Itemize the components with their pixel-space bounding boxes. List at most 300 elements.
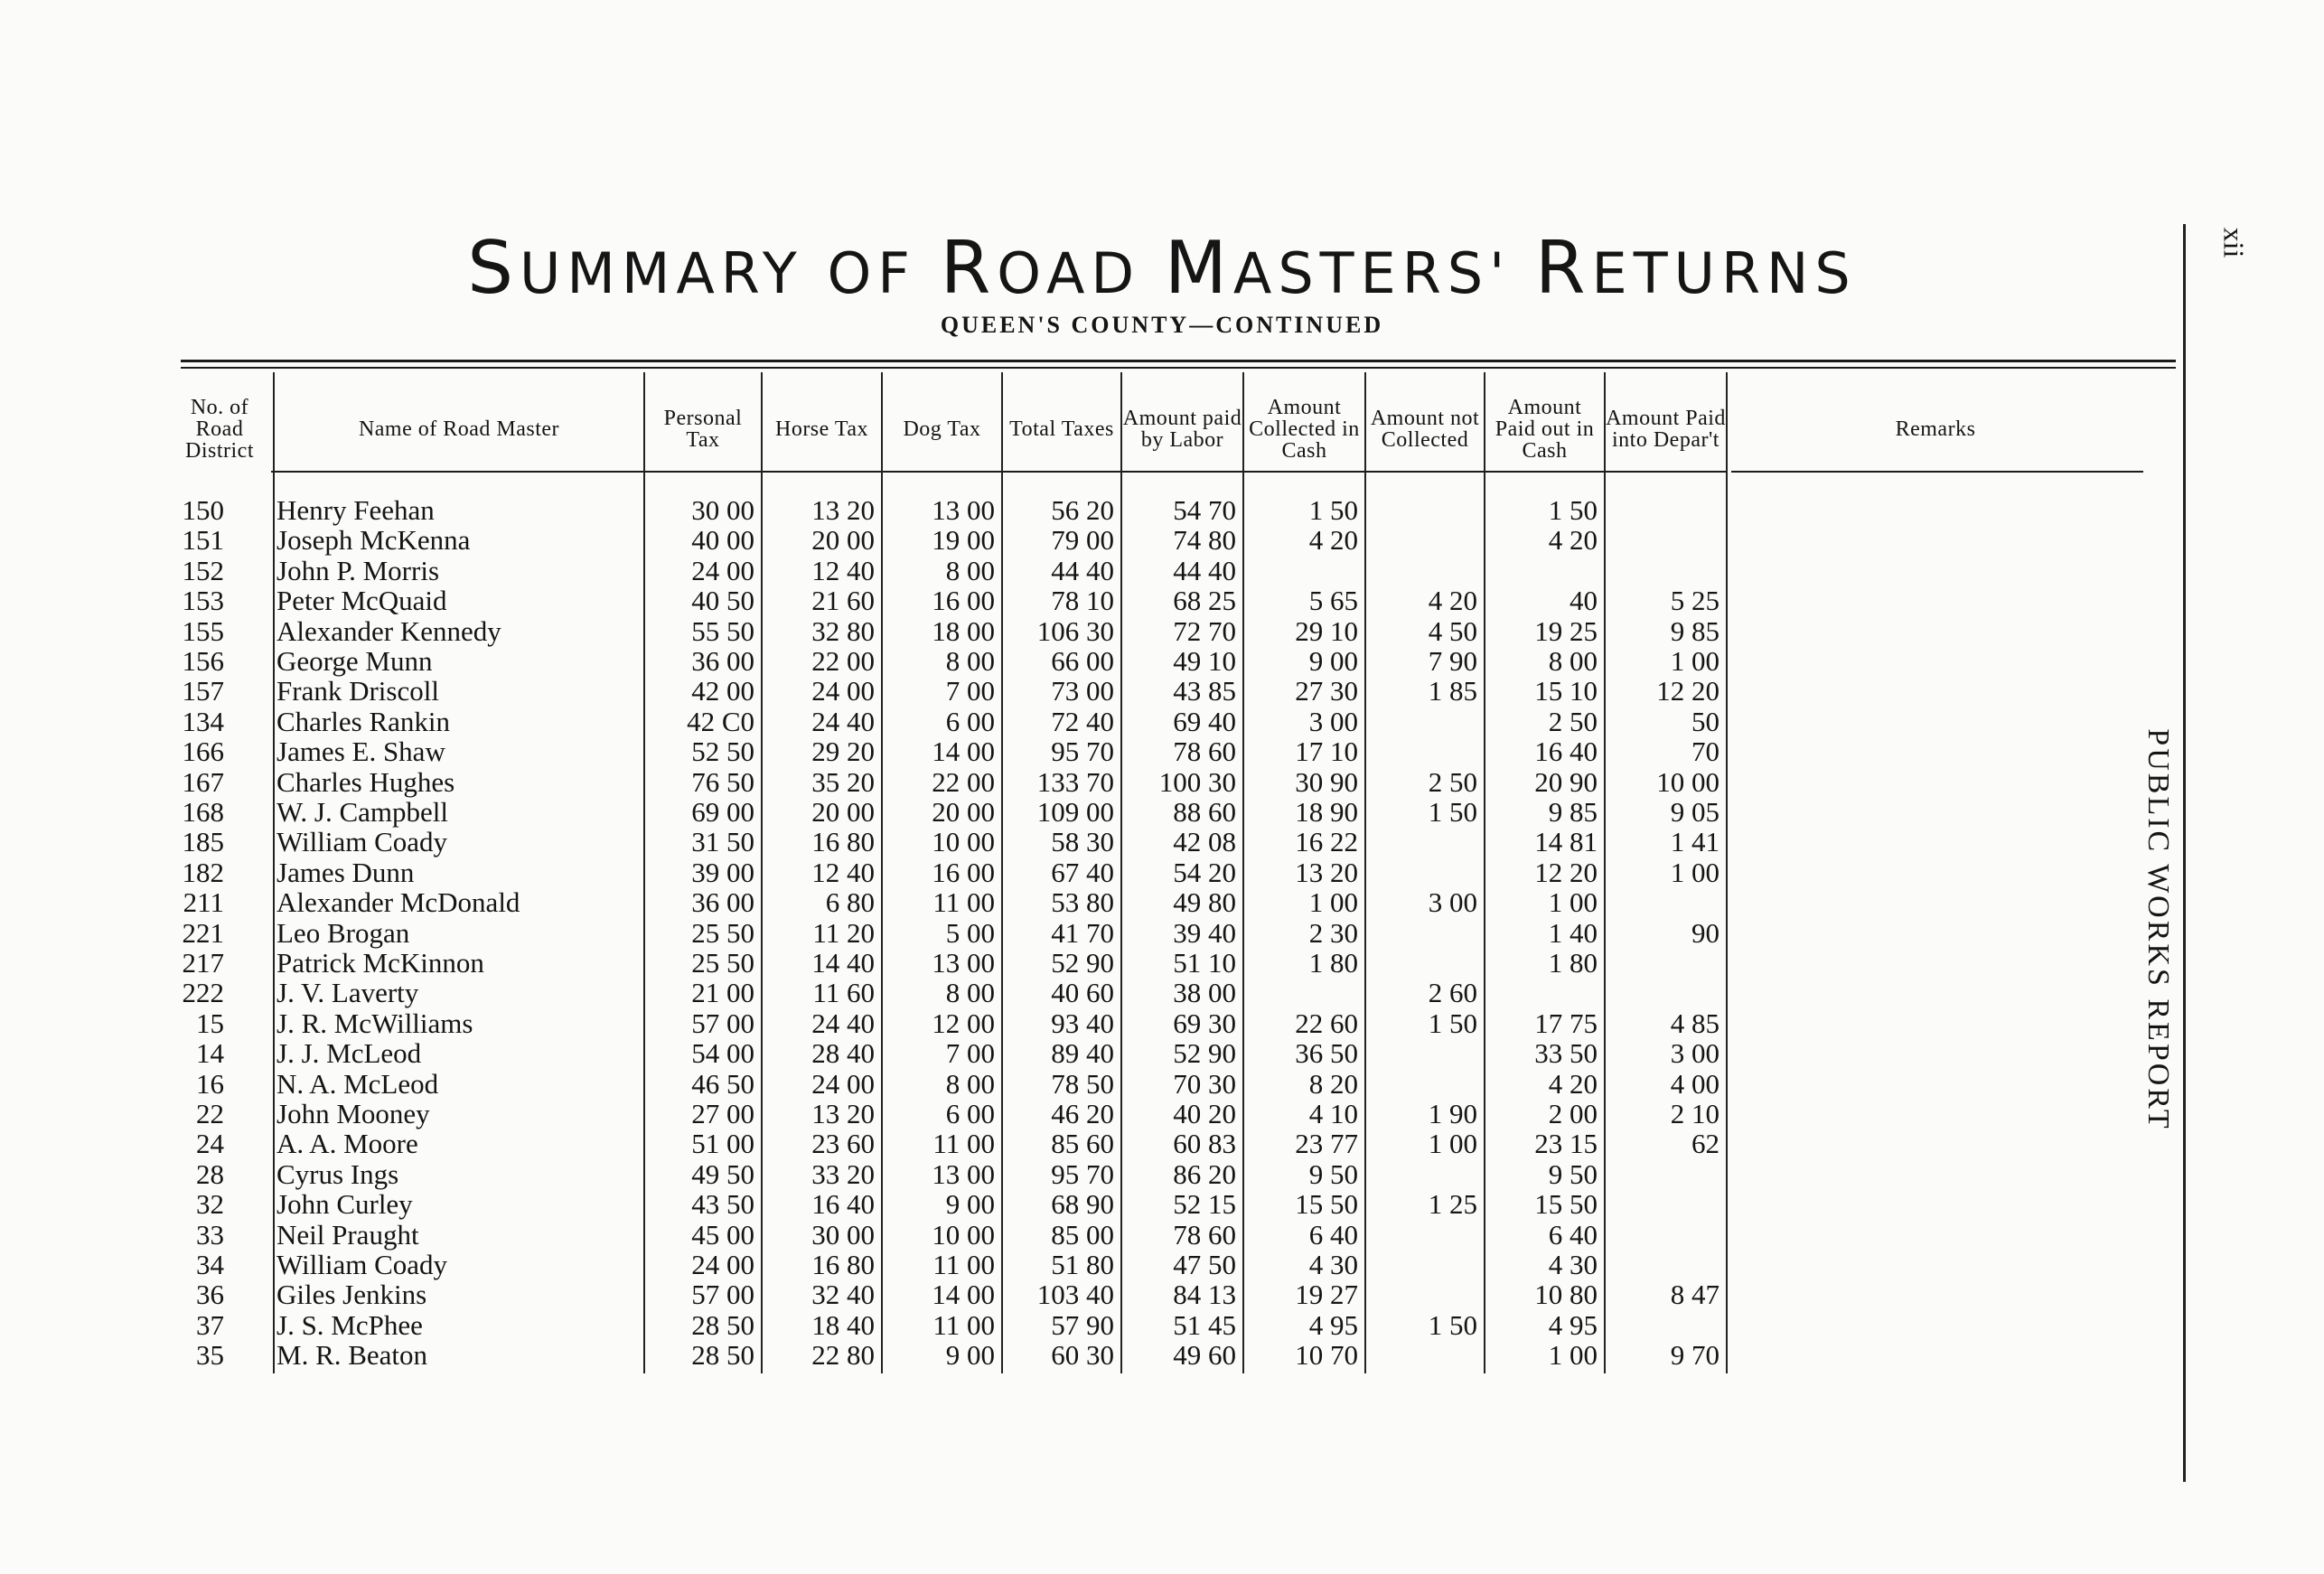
table-row: [0, 918, 2324, 949]
district-cell: 33: [196, 1218, 224, 1251]
table-row: [0, 857, 2324, 888]
labor-cell: 69 30: [1173, 1007, 1236, 1039]
labor-cell: 78 60: [1173, 735, 1236, 768]
total-taxes-cell: 78 10: [1051, 585, 1114, 617]
personal-tax-cell: 27 00: [691, 1098, 754, 1129]
cash-collected-cell: 22 60: [1295, 1007, 1358, 1039]
paid-depart-cell: 9 05: [1670, 796, 1720, 828]
personal-tax-cell: 54 00: [691, 1037, 754, 1070]
district-cell: 134: [182, 705, 224, 737]
not-collected-cell: 7 90: [1428, 645, 1477, 677]
table-row: [0, 797, 2324, 828]
total-taxes-cell: 109 00: [1036, 796, 1114, 828]
total-taxes-cell: 66 00: [1051, 645, 1114, 677]
labor-cell: 60 83: [1173, 1128, 1236, 1160]
dog-tax-cell: 8 00: [945, 977, 995, 1009]
district-cell: 24: [196, 1128, 224, 1160]
header-district: No. of Road District: [185, 396, 254, 463]
dog-tax-cell: 11 00: [932, 1128, 995, 1160]
not-collected-cell: 1 50: [1428, 1308, 1477, 1341]
horse-tax-cell: 6 80: [825, 886, 875, 919]
dog-tax-cell: 7 00: [945, 675, 995, 707]
horse-tax-cell: 11 60: [812, 977, 875, 1009]
horse-tax-cell: 13 20: [811, 494, 875, 526]
paid-out-cell: 1 00: [1548, 886, 1598, 919]
cash-collected-cell: 9 00: [1308, 645, 1358, 677]
table-row: [0, 1220, 2324, 1251]
total-taxes-cell: 78 50: [1051, 1067, 1114, 1100]
labor-cell: 52 90: [1173, 1037, 1236, 1070]
horse-tax-cell: 12 40: [811, 856, 875, 888]
horse-tax-cell: 21 60: [811, 585, 875, 617]
personal-tax-cell: 31 50: [691, 826, 754, 858]
horse-tax-cell: 11 20: [812, 916, 875, 949]
cash-collected-cell: 29 10: [1295, 614, 1358, 647]
road-master-name: Peter McQuaid: [276, 585, 447, 617]
labor-cell: 88 60: [1173, 796, 1236, 828]
page-number: xii: [2217, 227, 2251, 258]
not-collected-cell: 2 60: [1428, 977, 1477, 1009]
dog-tax-cell: 13 00: [932, 1157, 995, 1190]
paid-out-cell: 1 40: [1548, 916, 1598, 949]
personal-tax-cell: 25 50: [691, 916, 754, 949]
paid-depart-cell: 8 47: [1670, 1279, 1720, 1311]
paid-depart-cell: 12 20: [1656, 675, 1720, 707]
road-master-name: Alexander McDonald: [276, 886, 520, 919]
labor-cell: 54 20: [1173, 856, 1236, 888]
horse-tax-cell: 18 40: [811, 1308, 875, 1341]
cash-collected-cell: 1 50: [1308, 494, 1358, 526]
district-cell: 157: [182, 675, 224, 707]
dog-tax-cell: 14 00: [932, 735, 995, 768]
labor-cell: 43 85: [1173, 675, 1236, 707]
page-subtitle: QUEEN'S COUNTY—CONTINUED: [940, 312, 1384, 338]
table-row: [0, 736, 2324, 767]
table-row: [0, 646, 2324, 677]
personal-tax-cell: 24 00: [691, 1249, 754, 1280]
paid-depart-cell: 90: [1691, 916, 1720, 949]
personal-tax-cell: 52 50: [691, 735, 754, 768]
total-taxes-cell: 58 30: [1051, 826, 1114, 858]
district-cell: 28: [196, 1157, 224, 1190]
total-taxes-cell: 46 20: [1051, 1098, 1114, 1129]
table-row: [0, 1129, 2324, 1159]
not-collected-cell: 4 20: [1428, 585, 1477, 617]
not-collected-cell: 4 50: [1428, 614, 1477, 647]
labor-cell: 86 20: [1173, 1157, 1236, 1190]
personal-tax-cell: 42 C0: [687, 705, 754, 737]
district-cell: 222: [182, 977, 224, 1009]
personal-tax-cell: 36 00: [691, 886, 754, 919]
labor-cell: 100 30: [1158, 765, 1236, 798]
not-collected-cell: 1 50: [1428, 1007, 1477, 1039]
table-row: [0, 978, 2324, 1008]
road-master-name: W. J. Campbell: [276, 796, 449, 828]
paid-depart-cell: 1 00: [1670, 856, 1720, 888]
horse-tax-cell: 14 40: [811, 947, 875, 979]
dog-tax-cell: 16 00: [932, 585, 995, 617]
district-cell: 37: [196, 1308, 224, 1341]
horse-tax-cell: 16 40: [811, 1188, 875, 1221]
dog-tax-cell: 8 00: [945, 645, 995, 677]
personal-tax-cell: 40 50: [691, 585, 754, 617]
table-row: [0, 1340, 2324, 1371]
district-cell: 221: [182, 916, 224, 949]
dog-tax-cell: 13 00: [932, 494, 995, 526]
district-cell: 34: [196, 1249, 224, 1280]
not-collected-cell: 3 00: [1428, 886, 1477, 919]
labor-cell: 40 20: [1173, 1098, 1236, 1129]
dog-tax-cell: 11 00: [932, 886, 995, 919]
cash-collected-cell: 4 95: [1308, 1308, 1358, 1341]
total-taxes-cell: 73 00: [1051, 675, 1114, 707]
paid-out-cell: 4 95: [1548, 1308, 1598, 1341]
table-row: [0, 525, 2324, 556]
labor-cell: 84 13: [1173, 1279, 1236, 1311]
labor-cell: 47 50: [1173, 1249, 1236, 1280]
labor-cell: 78 60: [1173, 1218, 1236, 1251]
road-master-name: Frank Driscoll: [276, 675, 439, 707]
paid-out-cell: 17 75: [1534, 1007, 1598, 1039]
dog-tax-cell: 14 00: [932, 1279, 995, 1311]
total-taxes-cell: 51 80: [1051, 1249, 1114, 1280]
cash-collected-cell: 5 65: [1308, 585, 1358, 617]
labor-cell: 68 25: [1173, 585, 1236, 617]
paid-out-cell: 14 81: [1534, 826, 1598, 858]
paid-out-cell: 2 50: [1548, 705, 1598, 737]
cash-collected-cell: 17 10: [1295, 735, 1358, 768]
labor-cell: 51 10: [1173, 947, 1236, 979]
title-letter-s: S: [467, 226, 520, 310]
cash-collected-cell: 4 10: [1308, 1098, 1358, 1129]
horse-tax-cell: 12 40: [811, 554, 875, 586]
header-dog: Dog Tax: [903, 417, 981, 441]
labor-cell: 44 40: [1173, 554, 1236, 586]
not-collected-cell: 1 00: [1428, 1128, 1477, 1160]
horse-tax-cell: 24 40: [811, 705, 875, 737]
district-cell: 14: [196, 1037, 224, 1070]
paid-depart-cell: 62: [1691, 1128, 1720, 1160]
paid-depart-cell: 70: [1691, 735, 1720, 768]
paid-out-cell: 40: [1570, 585, 1598, 617]
header-total: Total Taxes: [1009, 417, 1114, 441]
personal-tax-cell: 46 50: [691, 1067, 754, 1100]
paid-out-cell: 6 40: [1548, 1218, 1598, 1251]
total-taxes-cell: 56 20: [1051, 494, 1114, 526]
cash-collected-cell: 2 30: [1308, 916, 1358, 949]
not-collected-cell: 1 25: [1428, 1188, 1477, 1221]
dog-tax-cell: 9 00: [945, 1188, 995, 1221]
district-cell: 155: [182, 614, 224, 647]
cash-collected-cell: 6 40: [1308, 1218, 1358, 1251]
table-row: [0, 707, 2324, 737]
total-taxes-cell: 133 70: [1036, 765, 1114, 798]
paid-out-cell: 15 10: [1534, 675, 1598, 707]
cash-collected-cell: 36 50: [1295, 1037, 1358, 1070]
horse-tax-cell: 28 40: [811, 1037, 875, 1070]
header-cash: Amount Collected in Cash: [1249, 396, 1360, 463]
total-taxes-cell: 44 40: [1051, 554, 1114, 586]
table-row: [0, 1038, 2324, 1069]
paid-out-cell: 20 90: [1534, 765, 1598, 798]
personal-tax-cell: 30 00: [691, 494, 754, 526]
horse-tax-cell: 20 00: [811, 524, 875, 557]
cash-collected-cell: 16 22: [1295, 826, 1358, 858]
personal-tax-cell: 76 50: [691, 765, 754, 798]
labor-cell: 70 30: [1173, 1067, 1236, 1100]
personal-tax-cell: 25 50: [691, 947, 754, 979]
total-taxes-cell: 68 90: [1051, 1188, 1114, 1221]
dog-tax-cell: 16 00: [932, 856, 995, 888]
dog-tax-cell: 11 00: [932, 1249, 995, 1280]
paid-out-cell: 15 50: [1534, 1188, 1598, 1221]
road-master-name: Alexander Kennedy: [276, 614, 501, 647]
paid-out-cell: 9 85: [1548, 796, 1598, 828]
cash-collected-cell: 4 30: [1308, 1249, 1358, 1280]
paid-out-cell: 12 20: [1534, 856, 1598, 888]
district-cell: 217: [182, 947, 224, 979]
road-master-name: Henry Feehan: [276, 494, 435, 526]
labor-cell: 39 40: [1173, 916, 1236, 949]
header-top-rule-2: [181, 367, 2176, 369]
labor-cell: 74 80: [1173, 524, 1236, 557]
personal-tax-cell: 57 00: [691, 1007, 754, 1039]
dog-tax-cell: 8 00: [945, 554, 995, 586]
paid-depart-cell: 9 70: [1670, 1339, 1720, 1372]
dog-tax-cell: 13 00: [932, 947, 995, 979]
district-cell: 211: [183, 886, 224, 919]
paid-depart-cell: 10 00: [1656, 765, 1720, 798]
horse-tax-cell: 16 80: [811, 1249, 875, 1280]
district-cell: 16: [196, 1067, 224, 1100]
district-cell: 167: [182, 765, 224, 798]
dog-tax-cell: 19 00: [932, 524, 995, 557]
personal-tax-cell: 28 50: [691, 1308, 754, 1341]
horse-tax-cell: 29 20: [811, 735, 875, 768]
district-cell: 32: [196, 1188, 224, 1221]
horse-tax-cell: 33 20: [811, 1157, 875, 1190]
paid-out-cell: 4 20: [1548, 524, 1598, 557]
dog-tax-cell: 18 00: [932, 614, 995, 647]
district-cell: 15: [196, 1007, 224, 1039]
labor-cell: 54 70: [1173, 494, 1236, 526]
total-taxes-cell: 60 30: [1051, 1339, 1114, 1372]
district-cell: 151: [182, 524, 224, 557]
table-row: [0, 1069, 2324, 1100]
paid-depart-cell: 3 00: [1670, 1037, 1720, 1070]
dog-tax-cell: 22 00: [932, 765, 995, 798]
paid-depart-cell: 2 10: [1670, 1098, 1720, 1129]
road-master-name: James Dunn: [276, 856, 415, 888]
personal-tax-cell: 43 50: [691, 1188, 754, 1221]
district-cell: 153: [182, 585, 224, 617]
horse-tax-cell: 16 80: [811, 826, 875, 858]
header-notcol: Amount not Collected: [1370, 407, 1480, 452]
district-cell: 166: [182, 735, 224, 768]
header-paidout: Amount Paid out in Cash: [1495, 396, 1595, 463]
paid-out-cell: 19 25: [1534, 614, 1598, 647]
personal-tax-cell: 45 00: [691, 1218, 754, 1251]
header-name: Name of Road Master: [358, 417, 560, 441]
paid-depart-cell: 1 00: [1670, 645, 1720, 677]
paid-out-cell: 2 00: [1548, 1098, 1598, 1129]
total-taxes-cell: 85 00: [1051, 1218, 1114, 1251]
dog-tax-cell: 10 00: [932, 826, 995, 858]
labor-cell: 49 10: [1173, 645, 1236, 677]
labor-cell: 49 60: [1173, 1339, 1236, 1372]
paid-out-cell: 10 80: [1534, 1279, 1598, 1311]
personal-tax-cell: 57 00: [691, 1279, 754, 1311]
dog-tax-cell: 6 00: [945, 705, 995, 737]
paid-depart-cell: 1 41: [1670, 826, 1720, 858]
paid-out-cell: 1 50: [1548, 494, 1598, 526]
total-taxes-cell: 89 40: [1051, 1037, 1114, 1070]
road-master-name: George Munn: [276, 645, 433, 677]
table-row: [0, 767, 2324, 798]
road-master-name: James E. Shaw: [276, 735, 445, 768]
horse-tax-cell: 35 20: [811, 765, 875, 798]
total-taxes-cell: 40 60: [1051, 977, 1114, 1009]
cash-collected-cell: 18 90: [1295, 796, 1358, 828]
labor-cell: 69 40: [1173, 705, 1236, 737]
total-taxes-cell: 53 80: [1051, 886, 1114, 919]
horse-tax-cell: 24 00: [811, 1067, 875, 1100]
page-title: SUMMARY OF ROAD MASTERS' RETURNS: [467, 226, 1857, 310]
header-horse: Horse Tax: [774, 417, 869, 441]
personal-tax-cell: 51 00: [691, 1128, 754, 1160]
header-top-rule: [181, 360, 2176, 362]
header-depart: Amount Paid into Depar't: [1606, 407, 1726, 452]
paid-out-cell: 8 00: [1548, 645, 1598, 677]
cash-collected-cell: 3 00: [1308, 705, 1358, 737]
dog-tax-cell: 6 00: [945, 1098, 995, 1129]
total-taxes-cell: 41 70: [1051, 916, 1114, 949]
total-taxes-cell: 93 40: [1051, 1007, 1114, 1039]
horse-tax-cell: 30 00: [811, 1218, 875, 1251]
personal-tax-cell: 24 00: [691, 554, 754, 586]
horse-tax-cell: 32 40: [811, 1279, 875, 1311]
horse-tax-cell: 24 00: [811, 675, 875, 707]
road-master-name: J. R. McWilliams: [276, 1007, 473, 1039]
table-row: [0, 1159, 2324, 1190]
district-cell: 36: [196, 1279, 224, 1311]
labor-cell: 42 08: [1173, 826, 1236, 858]
cash-collected-cell: 1 00: [1308, 886, 1358, 919]
cash-collected-cell: 15 50: [1295, 1188, 1358, 1221]
cash-collected-cell: 10 70: [1295, 1339, 1358, 1372]
horse-tax-cell: 22 80: [811, 1339, 875, 1372]
total-taxes-cell: 95 70: [1051, 1157, 1114, 1190]
paid-out-cell: 33 50: [1534, 1037, 1598, 1070]
table-row: [0, 1250, 2324, 1280]
district-cell: 168: [182, 796, 224, 828]
road-master-name: N. A. McLeod: [276, 1067, 439, 1100]
district-cell: 156: [182, 645, 224, 677]
district-cell: 152: [182, 554, 224, 586]
dog-tax-cell: 10 00: [932, 1218, 995, 1251]
total-taxes-cell: 67 40: [1051, 856, 1114, 888]
dog-tax-cell: 11 00: [932, 1308, 995, 1341]
paid-depart-cell: 50: [1691, 705, 1720, 737]
horse-tax-cell: 32 80: [811, 614, 875, 647]
dog-tax-cell: 20 00: [932, 796, 995, 828]
road-master-name: Leo Brogan: [276, 916, 410, 949]
total-taxes-cell: 95 70: [1051, 735, 1114, 768]
personal-tax-cell: 36 00: [691, 645, 754, 677]
table-row: [0, 586, 2324, 616]
district-cell: 22: [196, 1098, 224, 1129]
paid-depart-cell: 4 00: [1670, 1067, 1720, 1100]
cash-collected-cell: 23 77: [1295, 1128, 1358, 1160]
road-master-name: J. S. McPhee: [276, 1308, 423, 1341]
labor-cell: 52 15: [1173, 1188, 1236, 1221]
header-remarks: Remarks: [1895, 417, 1976, 441]
road-master-name: Neil Praught: [276, 1218, 419, 1251]
personal-tax-cell: 69 00: [691, 796, 754, 828]
table-row: [0, 616, 2324, 647]
district-cell: 35: [196, 1339, 224, 1372]
dog-tax-cell: 5 00: [945, 916, 995, 949]
dog-tax-cell: 8 00: [945, 1067, 995, 1100]
table-row: [0, 1279, 2324, 1310]
personal-tax-cell: 42 00: [691, 675, 754, 707]
cash-collected-cell: 4 20: [1308, 524, 1358, 557]
personal-tax-cell: 49 50: [691, 1157, 754, 1190]
cash-collected-cell: 19 27: [1295, 1279, 1358, 1311]
table-row: [0, 827, 2324, 857]
paid-depart-cell: 5 25: [1670, 585, 1720, 617]
table-row: [0, 556, 2324, 586]
cash-collected-cell: 13 20: [1295, 856, 1358, 888]
road-master-name: William Coady: [276, 1249, 448, 1280]
cash-collected-cell: 30 90: [1295, 765, 1358, 798]
total-taxes-cell: 106 30: [1036, 614, 1114, 647]
header-labor: Amount paid by Labor: [1122, 407, 1242, 452]
paid-out-cell: 16 40: [1534, 735, 1598, 768]
total-taxes-cell: 57 90: [1051, 1308, 1114, 1341]
table-row: [0, 676, 2324, 707]
table-row: [0, 1189, 2324, 1220]
road-master-name: J. J. McLeod: [276, 1037, 422, 1070]
labor-cell: 49 80: [1173, 886, 1236, 919]
table-row: [0, 1099, 2324, 1129]
district-cell: 150: [182, 494, 224, 526]
horse-tax-cell: 22 00: [811, 645, 875, 677]
paid-out-cell: 1 80: [1548, 947, 1598, 979]
table-row: [0, 948, 2324, 979]
table-row: [0, 887, 2324, 918]
total-taxes-cell: 85 60: [1051, 1128, 1114, 1160]
paid-out-cell: 4 20: [1548, 1067, 1598, 1100]
road-master-name: J. V. Laverty: [276, 977, 419, 1009]
road-master-name: John Mooney: [276, 1098, 430, 1129]
table-row: [0, 495, 2324, 526]
total-taxes-cell: 79 00: [1051, 524, 1114, 557]
total-taxes-cell: 52 90: [1051, 947, 1114, 979]
road-master-name: Giles Jenkins: [276, 1279, 427, 1311]
road-master-name: John Curley: [276, 1188, 413, 1221]
road-master-name: A. A. Moore: [276, 1128, 418, 1160]
not-collected-cell: 2 50: [1428, 765, 1477, 798]
running-header: PUBLIC WORKS REPORT: [2141, 728, 2175, 1131]
road-master-name: John P. Morris: [276, 554, 440, 586]
road-master-name: Charles Rankin: [276, 705, 450, 737]
labor-cell: 72 70: [1173, 614, 1236, 647]
dog-tax-cell: 12 00: [932, 1007, 995, 1039]
district-cell: 185: [182, 826, 224, 858]
road-master-name: Charles Hughes: [276, 765, 455, 798]
not-collected-cell: 1 50: [1428, 796, 1477, 828]
